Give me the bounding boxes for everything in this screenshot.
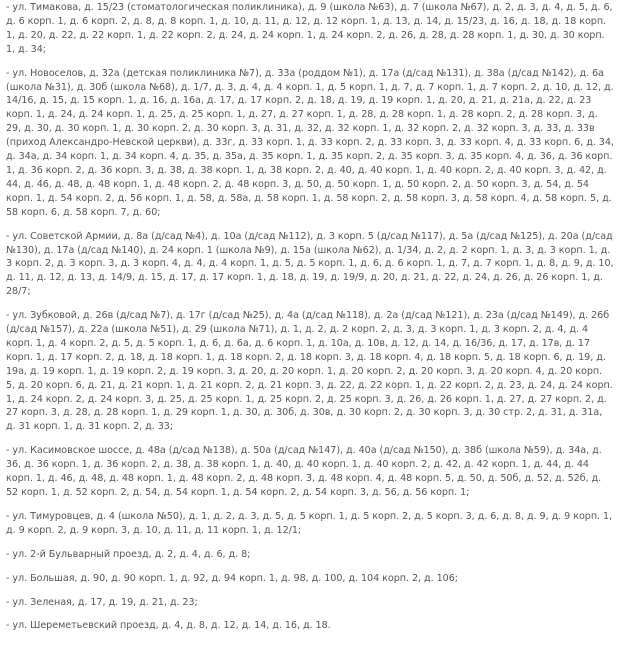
address-list [6, 1, 614, 633]
street-timakova: - ул. Тимакова, д. 15/23 (стоматологическая поликлиника), д. 9 (школа №63), д. 7 (школа №67), д. 2, д. 3, д. 4, д. 5, д. 6, д. 6 корп. 1, д. 6 корп. 2, д. 8, д. 8 корп. 1, д. 10, д. 11, д. 12, д. 12 корп. 1, д. 13, д. 14, д. 15/23, д. 16, д. 18, д. 18 корп. 1, д. 20, д. 22, д. 22 корп. 1, д. 22 корп. 2, д. 24, д. 24 корп. 1, д. 24 корп. 2, д. 26, д. 28, д. 28 корп. 1, д. 30, д. 30 корп. 1, д. 34; [6, 2, 613, 55]
street-zubkovoy: - ул. Зубковой, д. 26в (д/сад №7), д. 17г (д/сад №25), д. 4а (д/сад №118), д. 2а (д/сад №121), д. 23а (д/сад №149), д. 26б (д/сад №157), д. 22а (школа №51), д. 29 (школа №71), д. 1, д. 2, д. 2 корп. 2, д. 3, д. 3 корп. 1, д. 3 корп. 2, д. 4, д. 4 корп. 1, д. 4 корп. 2, д. 5, д. 5 корп. 1, д. 6, д. 6а, д. 6 корп. 1, д. 10а, д. 10в, д. 12, д. 14, д. 16/36, д. 17, д. 17в, д. 17 корп. 1, д. 17 корп. 2, д. 18, д. 18 корп. 1, д. 18 корп. 2, д. 18 корп. 3, д. 18 корп. 4, д. 18 корп. 5, д. 18 корп. 6, д. 19, д. 19а, д. 19 корп. 1, д. 19 корп. 2, д. 19 корп. 3, д. 20, д. 20 корп. 1, д. 20 корп. 2, д. 20 корп. 3, д. 20 корп. 4, д. 20 корп. 5, д. 20 корп. 6, д. 21, д. 21 корп. 1, д. 21 корп. 2, д. 21 корп. 3, д. 22, д. 22 корп. 1, д. 22 корп. 2, д. 23, д. 24, д. 24 корп. 1, д. 24 корп. 2, д. 24 корп. 3, д. 25, д. 25 корп. 1, д. 25 корп. 2, д. 25 корп. 3, д. 26, д. 26 корп. 1, д. 27, д. 27 корп. 2, д. 27 корп. 3, д. 28, д. 28 корп. 1, д. 29 корп. 1, д. 30, д. 30б, д. 30в, д. 30 корп. 2, д. 30 корп. 3, д. 30 стр. 2, д. 31, д. 31а, д. 31 корп. 1, д. 31 корп. 2, д. 33; [6, 310, 613, 433]
street-sovetskoy-armii: - ул. Советской Армии, д. 8а (д/сад №4), д. 10а (д/сад №112), д. 3 корп. 5 (д/сад №117), д. 5а (д/сад №125), д. 20а (д/сад №130), д. 17а (д/сад №140), д. 24 корп. 1 (школа №9), д. 15а (школа №62), д. 1/34, д. 2, д. 2 корп. 1, д. 3, д. 3 корп. 1, д. 3 корп. 2, д. 3 корп. 3, д. 3 корп. 4, д. 4, д. 4 корп. 1, д. 5, д. 5 корп. 1, д. 6, д. 6 корп. 1, д. 7, д. 7 корп. 1, д. 8, д. 9, д. 10, д. 11, д. 12, д. 13, д. 14/9, д. 15, д. 17, д. 17 корп. 1, д. 18, д. 19, д. 19/9, д. 20, д. 21, д. 22, д. 24, д. 26, д. 26 корп. 1, д. 28/7; [6, 230, 614, 298]
street-novoselov: - ул. Новоселов, д. 32а (детская поликлиника №7), д. 33а (роддом №1), д. 17а (д/сад №131), д. 38а (д/сад №142), д. 6а (школа №31), д. 30б (школа №68), д. 1/7, д. 3, д. 4, д. 4 корп. 1, д. 5 корп. 1, д. 7, д. 7 корп. 1, д. 7 корп. 2, д. 10, д. 12, д. 14/16, д. 15, д. 15 корп. 1, д. 16, д. 16а, д. 17, д. 17 корп. 2, д. 18, д. 19, д. 19 корп. 1, д. 20, д. 21, д. 21а, д. 22, д. 23 корп. 1, д. 24, д. 24 корп. 1, д. 25, д. 25 корп. 1, д. 27, д. 27 корп. 1, д. 28, д. 28 корп. 1, д. 28 корп. 2, д. 28 корп. 3, д. 29, д. 30, д. 30 корп. 1, д. 30 корп. 2, д. 30 корп. 3, д. 31, д. 32, д. 32 корп. 1, д. 32 корп. 2, д. 32 корп. 3, д. 33, д. 33в (приход Александро-Невской церкви), д. 33г, д. 33 корп. 1, д. 33 корп. 2, д. 33 корп. 3, д. 33 корп. 4, д. 33 корп. 6, д. 34, д. 34а, д. 34 корп. 1, д. 34 корп. 4, д. 35, д. 35а, д. 35 корп. 1, д. 35 корп. 2, д. 35 корп. 3, д. 35 корп. 4, д. 36, д. 36 корп. 1, д. 36 корп. 2, д. 36 корп. 3, д. 38, д. 38 корп. 1, д. 38 корп. 2, д. 40, д. 40 корп. 1, д. 40 корп. 2, д. 40 корп. 3, д. 42, д. 44, д. 46, д. 48, д. 48 корп. 1, д. 48 корп. 2, д. 48 корп. 3, д. 50, д. 50 корп. 1, д. 50 корп. 2, д. 50 корп. 3, д. 54, д. 54 корп. 1, д. 54 корп. 2, д. 56 корп. 1, д. 58, д. 58а, д. 58 корп. 1, д. 58 корп. 2, д. 58 корп. 3, д. 58 корп. 4, д. 58 корп. 5, д. 58 корп. 6, д. 58 корп. 7, д. 60; [6, 67, 614, 218]
street-zelenaya: - ул. Зеленая, д. 17, д. 19, д. 21, д. 23; [6, 596, 198, 608]
street-bolshaya: - ул. Большая, д. 90, д. 90 корп. 1, д. 92, д. 94 корп. 1, д. 98, д. 100, д. 104 корп. 2, д. 106; [6, 572, 458, 584]
street-2-bulvarny-proezd: - ул. 2-й Бульварный проезд, д. 2, д. 4, д. 6, д. 8; [6, 548, 251, 560]
street-timurovtsev: - ул. Тимуровцев, д. 4 (школа №50), д. 1, д. 2, д. 3, д. 5, д. 5 корп. 1, д. 5 корп. 2, д. 5 корп. 3, д. 6, д. 8, д. 9, д. 9 корп. 1, д. 9 корп. 2, д. 9 корп. 3, д. 10, д. 11, д. 11 корп. 1, д. 12/1; [6, 510, 613, 536]
street-kasimovskoe-shosse: - ул. Касимовское шоссе, д. 48а (д/сад №138), д. 50а (д/сад №147), д. 40а (д/сад №150), д. 38б (школа №59), д. 34а, д. 36, д. 36 корп. 1, д. 36 корп. 2, д. 38, д. 38 корп. 1, д. 40, д. 40 корп. 1, д. 40 корп. 2, д. 42, д. 42 корп. 1, д. 44, д. 44 корп. 1, д. 46, д. 48, д. 48 корп. 1, д. 48 корп. 2, д. 48 корп. 3, д. 48 корп. 4, д. 48 корп. 5, д. 50, д. 50б, д. 52, д. 52б, д. 52 корп. 1, д. 52 корп. 2, д. 54, д. 54 корп. 1, д. 54 корп. 2, д. 54 корп. 3, д. 56, д. 56 корп. 1; [6, 445, 602, 498]
street-sheremetevsky-proezd: - ул. Шереметьевский проезд, д. 4, д. 8, д. 12, д. 14, д. 16, д. 18. [6, 620, 331, 632]
